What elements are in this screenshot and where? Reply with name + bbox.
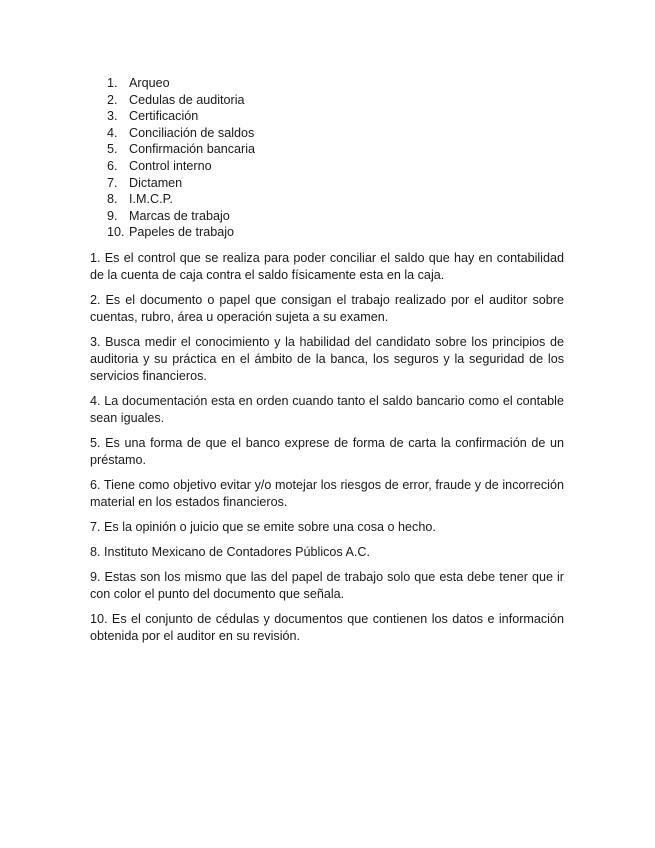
list-item-label: Control interno [129, 158, 212, 173]
definition-paragraph: 4. La documentación esta en orden cuando tanto el saldo bancario como el contable sean iguales. [90, 394, 564, 425]
list-item [107, 158, 255, 175]
list-item [107, 175, 255, 192]
list-item-label: Dictamen [129, 175, 183, 190]
list-item-number: 7. [107, 175, 118, 190]
list-item-number: 3. [107, 109, 118, 124]
definition-paragraph: 8. Instituto Mexicano de Contadores Públicos A.C. [90, 545, 371, 559]
list-item-number: 8. [107, 192, 118, 207]
definition-paragraph: 9. Estas son los mismo que las del papel de trabajo solo que esta debe tener que ir con color el punto del documento que señala. [90, 570, 564, 601]
list-item [107, 224, 255, 241]
list-item-label: Arqueo [129, 76, 170, 90]
list-item-label: I.M.C.P. [129, 192, 173, 207]
definition-paragraph: 10. Es el conjunto de cédulas y documentos que contienen los datos e información obtenida por el auditor en su revisión. [90, 612, 564, 643]
list-item [107, 191, 255, 208]
list-item-number: 5. [107, 142, 118, 157]
list-item-label: Papeles de trabajo [129, 225, 235, 240]
list-item [107, 141, 255, 158]
list-item [107, 208, 255, 225]
list-item-number: 2. [107, 92, 118, 107]
definitions-section [90, 250, 564, 653]
definition-paragraph: 5. Es una forma de que el banco exprese de forma de carta la confirmación de un préstamo. [90, 436, 564, 467]
definition-paragraph: 6. Tiene como objetivo evitar y/o motejar los riesgos de error, fraude y de incorreción material en los estados financieros. [90, 478, 564, 509]
list-item [107, 92, 255, 109]
definition-paragraph: 1. Es el control que se realiza para poder conciliar el saldo que hay en contabilidad de la cuenta de caja contra el saldo físicamente esta en la caja. [90, 251, 564, 282]
list-item-number: 6. [107, 158, 118, 173]
list-item [107, 108, 255, 125]
list-item-number: 10. [107, 225, 125, 240]
list-item-label: Confirmación bancaria [129, 142, 255, 157]
terms-list [107, 75, 255, 241]
list-item-number: 1. [107, 76, 118, 90]
definition-paragraph: 2. Es el documento o papel que consigan el trabajo realizado por el auditor sobre cuentas, rubro, área u operación sujeta a su examen. [90, 293, 564, 324]
list-item [107, 75, 255, 92]
list-item-label: Marcas de trabajo [129, 208, 230, 223]
list-item-label: Conciliación de saldos [129, 125, 255, 140]
definition-paragraph: 3. Busca medir el conocimiento y la habilidad del candidato sobre los principios de auditoria y su práctica en el ámbito de la banca, los seguros y la seguridad de los servicios financieros. [90, 335, 564, 383]
list-item-number: 4. [107, 125, 118, 140]
list-item [107, 125, 255, 142]
list-item-number: 9. [107, 208, 118, 223]
definition-paragraph: 7. Es la opinión o juicio que se emite sobre una cosa o hecho. [90, 520, 436, 534]
list-item-label: Cedulas de auditoria [129, 92, 245, 107]
list-item-label: Certificación [129, 109, 199, 124]
